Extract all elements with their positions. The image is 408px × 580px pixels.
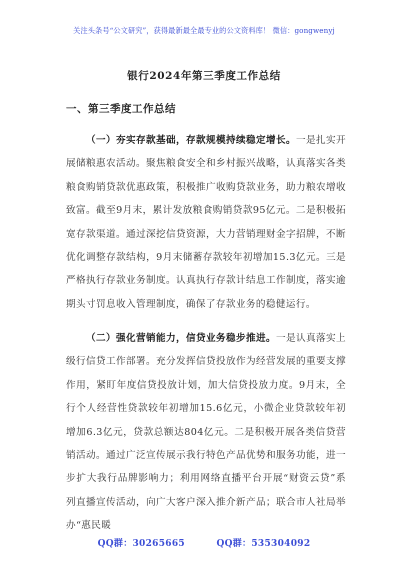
footer-contact <box>0 536 408 549</box>
promo-banner: 关注头条号“公文研究”，获得最新最全最专业的公文资料库！ 微信：gongwenyj <box>73 26 335 35</box>
paragraph-body: 一是扎实开展储粮惠农活动。聚焦粮食安全和乡村振兴战略，认真落实各类粮食购销贷款优惠政策，积极推广收购贷款业务，助力粮农增收致富。截至9月末，累计发放粮食购销贷款95亿元。二是积极拓宽存款渠道。通过深挖信贷资源，大力营销理财金字招牌，不断优化调整存款结构，9月末储蓄存款较年初增加15.3亿元。三是严格执行存款业务制度。认真执行存款计结息工作制度，落实逾期头寸罚息收入管理制度，确保了存款业务的稳健运行。 <box>66 135 346 310</box>
paragraph-credit <box>66 327 346 538</box>
paragraph-lead: （一）夯实存款基础，存款规模持续稳定增长。 <box>86 135 296 146</box>
section-heading: 一、第三季度工作总结 <box>66 103 176 115</box>
paragraph-deposits <box>66 129 346 316</box>
qq-group-1: QQ群：30265665 <box>97 539 185 549</box>
document-title: 银行2024年第三季度工作总结 <box>127 70 281 82</box>
paragraph-lead: （二）强化营销能力，信贷业务稳步推进。 <box>86 333 276 344</box>
paragraph-body: 一是认真落实上级行信贷工作部署。充分发挥信贷投放作为经营发展的重要支撑作用，紧盯年度信贷投放计划，加大信贷投放力度。9月末，全行个人经营性贷款较年初增加15.6亿元，小微企业贷款较年初增加6.3亿元，贷款总额达804亿元。二是积极开展各类信贷营销活动。通过广泛宣传展示我行特色产品优势和服务功能，进一步扩大我行品牌影响力；利用网络直播平台开展“财资云贷”系列直播宣传活动，向广大客户深入推介新产品；联合市人社局举办“惠民暖 <box>66 333 346 532</box>
qq-group-2: QQ群：535304092 <box>216 539 311 549</box>
